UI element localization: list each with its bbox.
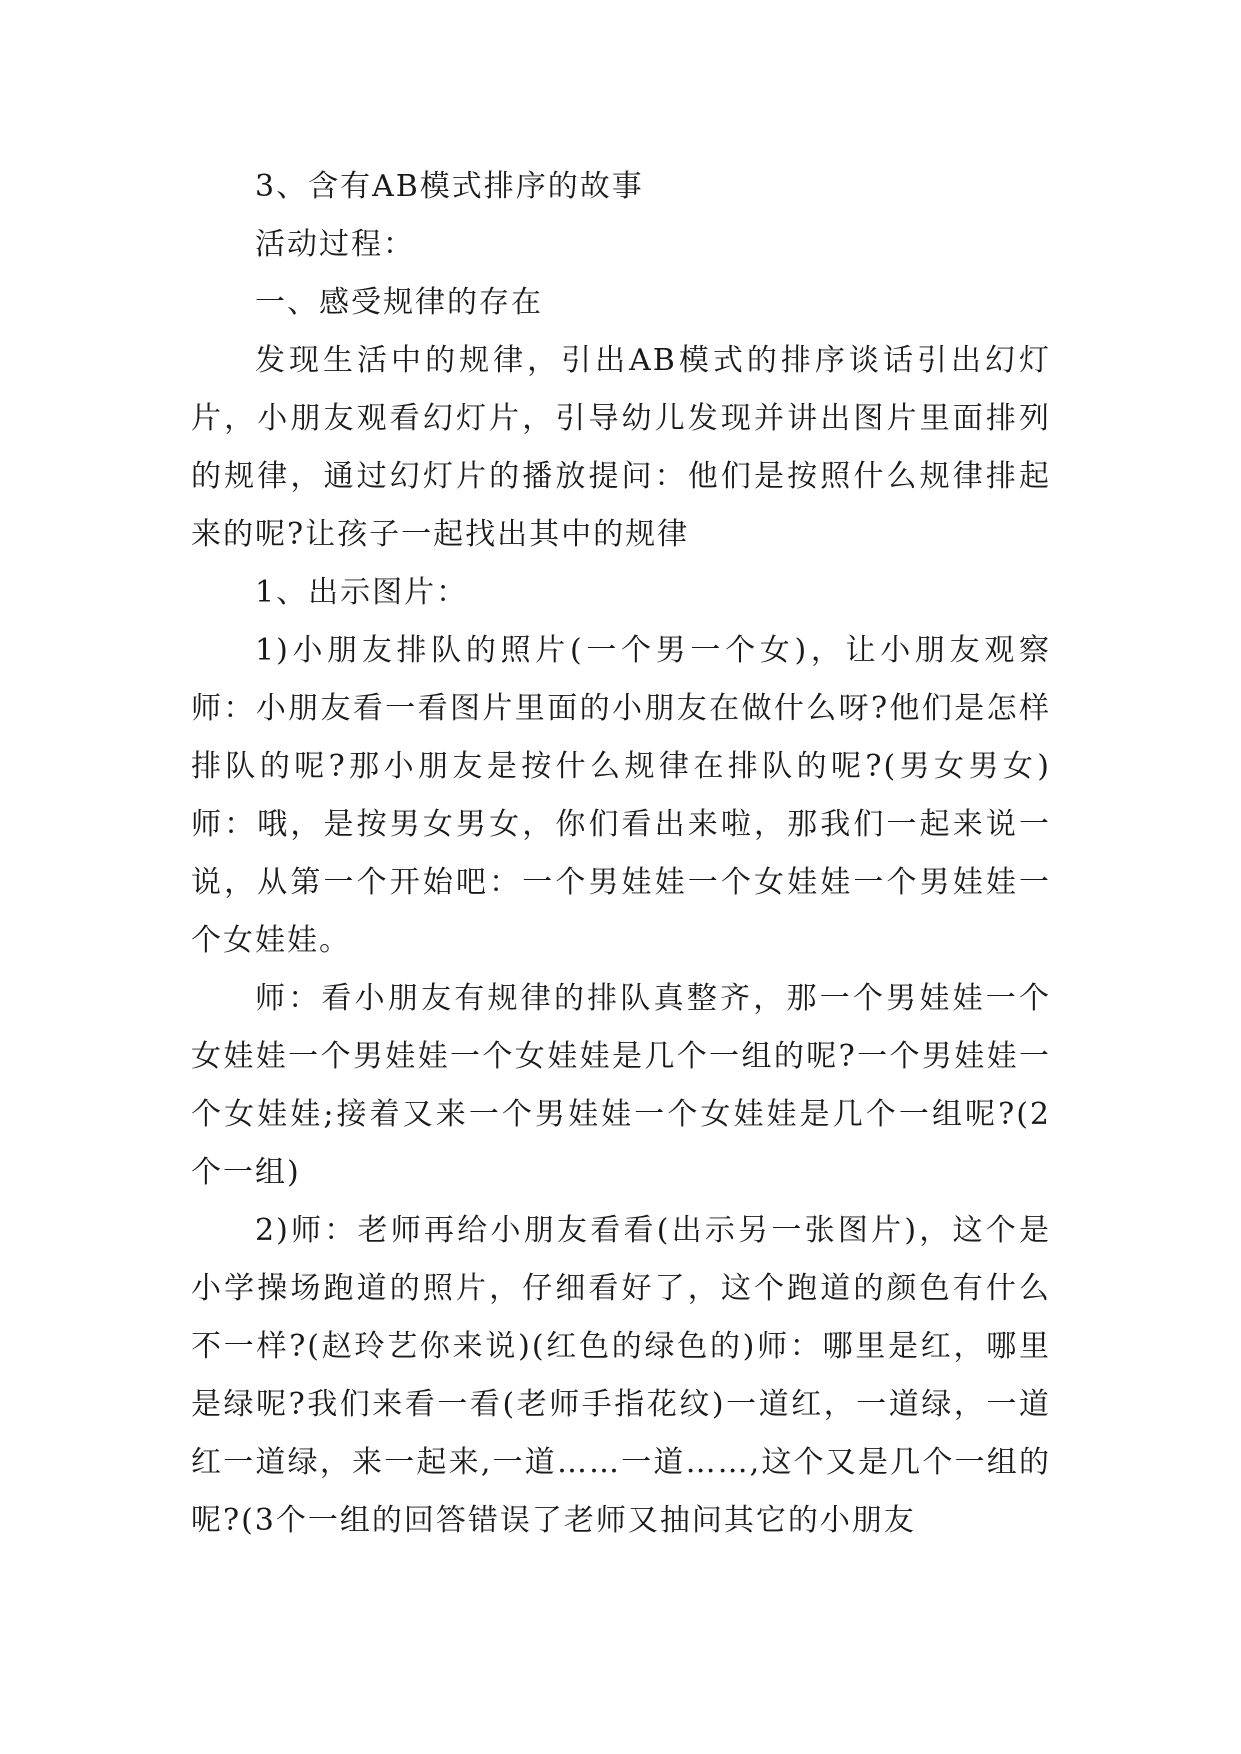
paragraph-track-photo: 2)师：老师再给小朋友看看(出示另一张图片)，这个是小学操场跑道的照片，仔细看好了，这个跑道的颜色有什么不一样?(赵玲艺你来说)(红色的绿色的)师：哪里是红，哪里是绿呢?我们来看一看(老师手指花纹)一道红，一道绿，一道红一道绿，来一起来,一道……一道……,这个又是几个一组的呢?(3个一组的回答错误了老师又抽问其它的小朋友 bbox=[191, 1213, 1051, 1538]
paragraph-activity-process: 活动过程： bbox=[255, 227, 415, 262]
paragraph-section-heading: 一、感受规律的存在 bbox=[255, 285, 543, 320]
paragraph-queue-photo: 1)小朋友排队的照片(一个男一个女)，让小朋友观察师：小朋友看一看图片里面的小朋友在做什么呀?他们是怎样排队的呢?那小朋友是按什么规律在排队的呢?(男女男女)师：哦，是按男女男女，你们看出来啦，那我们一起来说一说，从第一个开始吧：一个男娃娃一个女娃娃一个男娃娃一个女娃娃。 bbox=[191, 633, 1051, 958]
paragraph-story-title: 3、含有AB模式排序的故事 bbox=[255, 169, 644, 204]
paragraph-show-pictures: 1、出示图片： bbox=[255, 575, 469, 610]
paragraph-intro: 发现生活中的规律，引出AB模式的排序谈话引出幻灯片，小朋友观看幻灯片，引导幼儿发现并讲出图片里面排列的规律，通过幻灯片的播放提问：他们是按照什么规律排起来的呢?让孩子一起找出其中的规律 bbox=[191, 343, 1051, 552]
paragraph-teacher-question: 师：看小朋友有规律的排队真整齐，那一个男娃娃一个女娃娃一个男娃娃一个女娃娃是几个一组的呢?一个男娃娃一个女娃娃;接着又来一个男娃娃一个女娃娃是几个一组呢?(2个一组) bbox=[191, 981, 1051, 1190]
document-body bbox=[191, 158, 1051, 1550]
